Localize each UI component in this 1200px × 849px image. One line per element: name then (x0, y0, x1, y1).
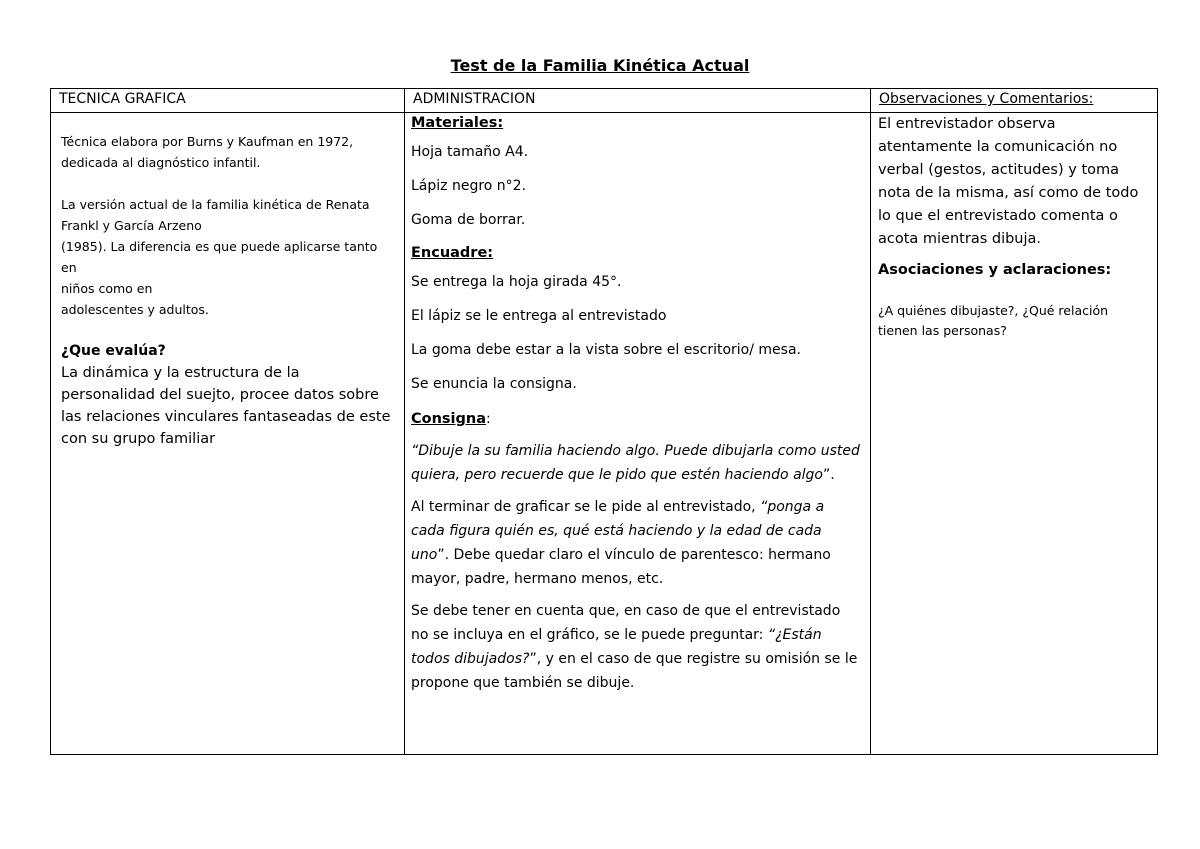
administracion-cell (405, 113, 871, 755)
encuadre-heading: Encuadre: (411, 245, 494, 261)
consigna-heading-line (411, 407, 862, 431)
consigna-quote-text: “Dibuje la su familia haciendo algo. Puede dibujarla como usted quiera, pero recuerde que le pido que estén haciendo algo (411, 443, 860, 483)
consigna-colon: : (486, 411, 491, 427)
observation-text: El entrevistador observa atentamente la comunicación no verbal (gestos, actitudes) y toma nota de la misma, así como de todo lo que el entrevistado comenta o acota mientras dibuja. (878, 116, 1139, 247)
encuadre-item: Se entrega la hoja girada 45°. (411, 274, 622, 290)
encuadre-item: Se enuncia la consigna. (411, 376, 577, 392)
table-body-row (51, 113, 1158, 755)
header-observaciones: Observaciones y Comentarios: (871, 89, 1158, 113)
description-line: Técnica elabora por Burns y Kaufman en 1972, (61, 134, 354, 149)
asociaciones-heading: Asociaciones y aclaraciones: (878, 262, 1112, 278)
consigna-heading: Consigna (411, 411, 487, 427)
omission-paragraph (411, 599, 862, 695)
version-line: adolescentes y adultos. (61, 302, 209, 317)
header-administracion: ADMINISTRACION (405, 89, 871, 113)
evalua-text: La dinámica y la estructura de la personalidad del suejto, procee datos sobre las relaciones vinculares fantaseadas de este con su grupo familiar (61, 365, 391, 447)
materiales-item: Lápiz negro n°2. (411, 178, 527, 194)
tecnica-grafica-cell (51, 113, 405, 755)
instruction-text: ”. Debe quedar claro el vínculo de parentesco: hermano mayor, padre, hermano menos, etc. (411, 547, 831, 587)
header-tecnica-grafica: TECNICA GRAFICA (51, 89, 405, 113)
instruction-quote: “ponga a cada figura quién es, qué está haciendo y la edad de cada uno (411, 499, 825, 563)
evalua-title: ¿Que evalúa? (61, 343, 166, 359)
materiales-heading: Materiales: (411, 115, 504, 131)
version-line: Frankl y García Arzeno (61, 218, 202, 233)
asociaciones-question: tienen las personas? (878, 323, 1007, 338)
omission-text: Se debe tener en cuenta que, en caso de que el entrevistado no se incluya en el gráfico, se le puede preguntar: (411, 603, 841, 643)
version-line: La versión actual de la familia kinética de Renata (61, 197, 370, 212)
table-header-row (51, 89, 1158, 113)
consigna-quote-end: ”. (823, 467, 835, 483)
version-line: (1985). La diferencia es que puede aplicarse tanto en (61, 239, 378, 275)
consigna-quote (411, 439, 862, 487)
version-line: niños como en (61, 281, 153, 296)
description-line: dedicada al diagnóstico infantil. (61, 155, 261, 170)
info-table (50, 88, 1158, 755)
observaciones-cell (871, 113, 1158, 755)
instruction-paragraph (411, 495, 862, 591)
asociaciones-question: ¿A quiénes dibujaste?, ¿Qué relación (878, 303, 1109, 318)
omission-text: ”, y en el caso de que registre su omisión se le propone que también se dibuje. (411, 651, 858, 691)
omission-quote: “¿Están todos dibujados? (411, 627, 822, 667)
materiales-item: Hoja tamaño A4. (411, 144, 529, 160)
encuadre-item: La goma debe estar a la vista sobre el escritorio/ mesa. (411, 342, 801, 358)
instruction-text: Al terminar de graficar se le pide al entrevistado, (411, 499, 761, 515)
materiales-item: Goma de borrar. (411, 212, 526, 228)
document-title: Test de la Familia Kinética Actual (450, 56, 750, 75)
encuadre-item: El lápiz se le entrega al entrevistado (411, 308, 667, 324)
